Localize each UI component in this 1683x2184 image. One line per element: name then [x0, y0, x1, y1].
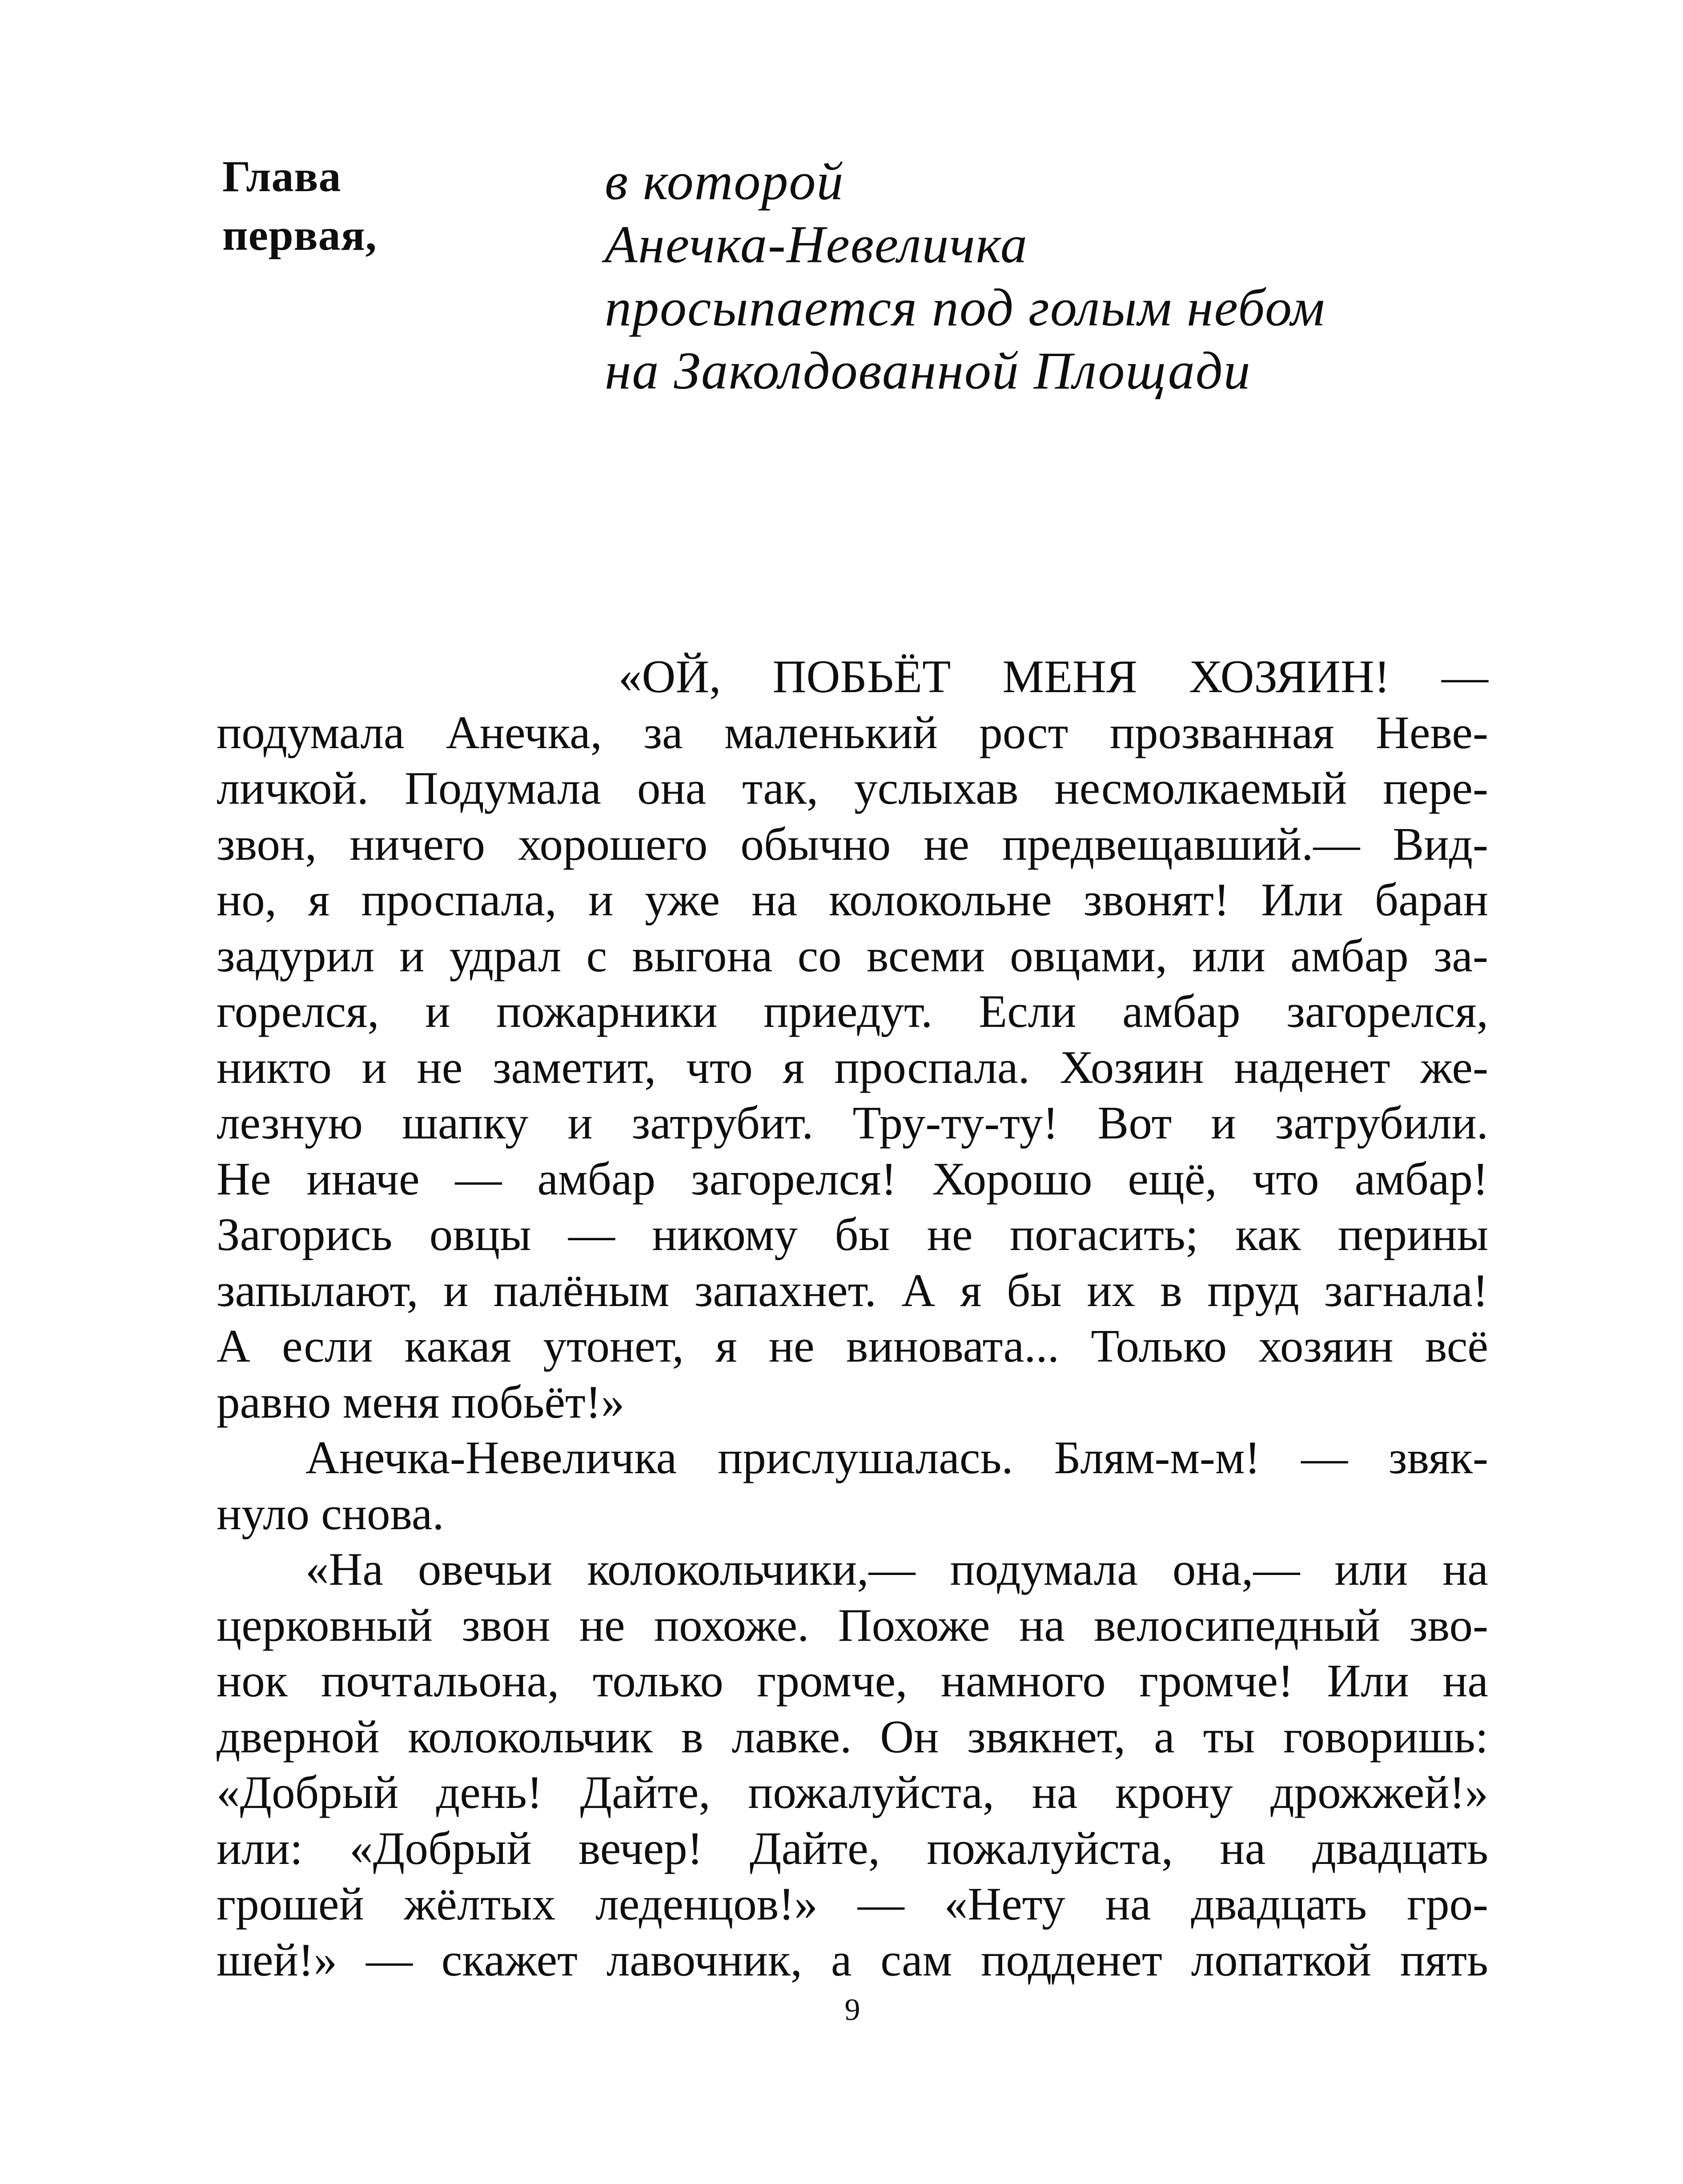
chapter-subtitle-line: Анечка-Невеличка	[605, 215, 1028, 274]
text-line: Не иначе — амбар загорелся! Хорошо ещё, что амбар!	[217, 1152, 1488, 1205]
text-line: звон, ничего хорошего обычно не предвещавший.— Вид-	[217, 817, 1488, 870]
chapter-label-line: первая,	[222, 210, 377, 260]
text-line: нок почтальона, только громче, намного громче! Или на	[217, 1655, 1488, 1707]
text-line: никто и не заметит, что я проспала. Хозяин наденет же-	[217, 1041, 1488, 1093]
text-line: но, я проспала, и уже на колокольне звонят! Или баран	[217, 874, 1488, 926]
text-line: грошей жёлтых леденцов!» — «Нету на двадцать гро-	[217, 1878, 1488, 1930]
chapter-subtitle	[605, 150, 1326, 402]
text-line: лезную шапку и затрубит. Тру-ту-ту! Вот и затрубили.	[217, 1097, 1488, 1149]
text-line: личкой. Подумала она так, услыхав несмолкаемый пере-	[217, 762, 1488, 814]
text-line: горелся, и пожарники приедут. Если амбар загорелся,	[217, 985, 1488, 1037]
text-line: равно меня побьёт!»	[217, 1375, 625, 1428]
page-number: 9	[844, 1993, 860, 2027]
body-text	[217, 649, 1488, 1988]
text-line: или: «Добрый вечер! Дайте, пожалуйста, на двадцать	[217, 1822, 1488, 1874]
text-line: церковный звон не похоже. Похоже на велосипедный зво-	[217, 1599, 1488, 1651]
text-line: нуло снова.	[217, 1487, 444, 1539]
text-line: задурил и удрал с выгона со всеми овцами, или амбар за-	[217, 929, 1488, 982]
text-line: шей!» — скажет лавочник, а сам подденет лопаткой пять	[217, 1933, 1488, 1986]
text-line: Загорись овцы — никому бы не погасить; как перины	[217, 1208, 1488, 1260]
chapter-subtitle-line: на Заколдованной Площади	[605, 341, 1251, 400]
text-line: «Добрый день! Дайте, пожалуйста, на крону дрожжей!»	[217, 1766, 1488, 1818]
text-line: «ОЙ, ПОБЬЁТ МЕНЯ ХОЗЯИН! —	[619, 650, 1488, 702]
chapter-label	[222, 147, 377, 264]
text-line: подумала Анечка, за маленький рост прозванная Неве-	[217, 706, 1488, 758]
text-line: «На овечьи колокольчики,— подумала она,— или на	[305, 1543, 1488, 1595]
text-line: дверной колокольчик в лавке. Он звякнет, а ты говоришь:	[217, 1710, 1488, 1763]
text-line: А если какая утонет, я не виновата... Только хозяин всё	[217, 1320, 1488, 1372]
text-line: запылают, и палёным запахнет. А я бы их в пруд загнала!	[217, 1264, 1488, 1316]
chapter-subtitle-line: в которой	[605, 152, 844, 211]
text-line: Анечка-Невеличка прислушалась. Блям-м-м! — звяк-	[305, 1431, 1488, 1483]
chapter-subtitle-line: просыпается под голым небом	[605, 278, 1326, 337]
chapter-label-line: Глава	[222, 152, 341, 201]
